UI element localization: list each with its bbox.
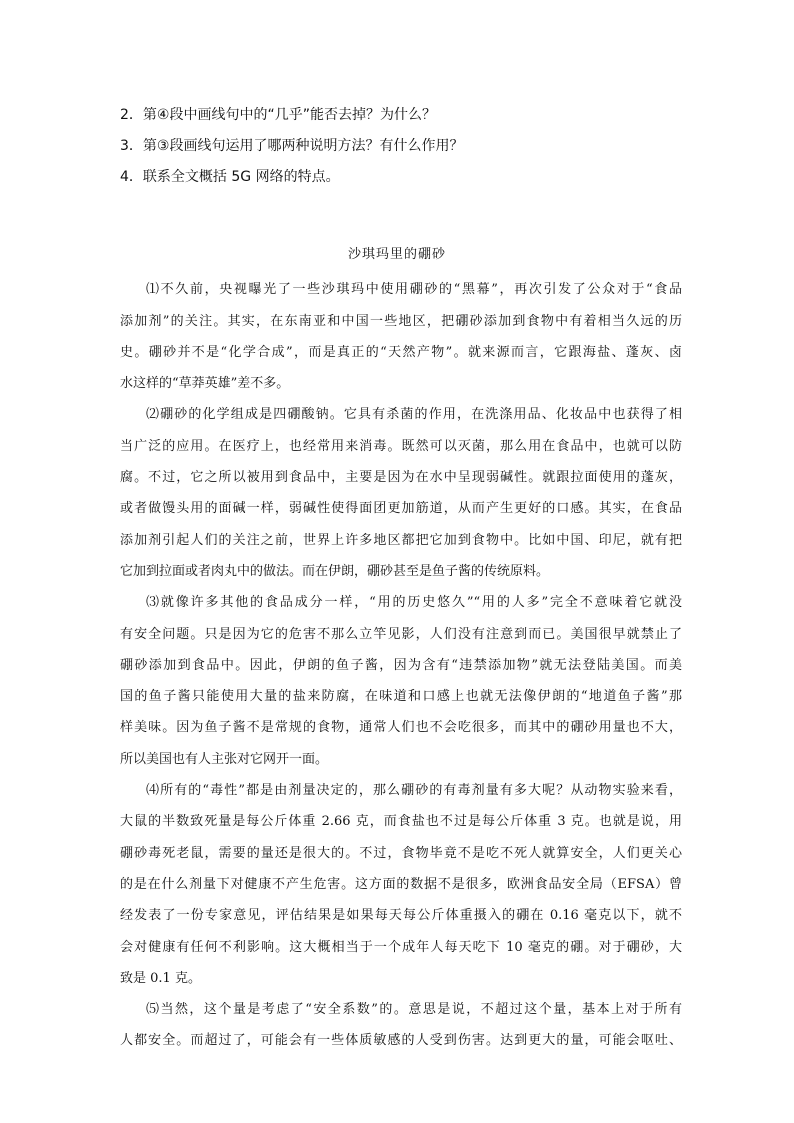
article-paragraph (120, 775, 682, 994)
paragraph-line: 添加剂”的关注。其实，在东南亚和中国一些地区，把硼砂添加到食物中有着相当久远的历 (120, 313, 682, 329)
article-paragraph (120, 587, 682, 775)
paragraph-line: ⑸当然，这个量是考虑了“安全系数”的。意思是说，不超过这个量，基本上对于所有 (146, 1002, 682, 1018)
paragraph-line: 的是在什么剂量下对健康不产生危害。这方面的数据不是很多，欧洲食品安全局（EFSA）曾 (120, 876, 682, 892)
paragraph-line: 所以美国也有人主张对它网开一面。 (120, 751, 329, 767)
question-item: 4．联系全文概括 5G 网络的特点。 (120, 169, 340, 185)
paragraph-line: 或者做馒头用的面碱一样，弱碱性使得面团更加筋道，从而产生更好的口感。其实，在食品 (120, 501, 682, 517)
paragraph-line: ⑵硼砂的化学组成是四硼酸钠。它具有杀菌的作用，在洗涤用品、化妆品中也获得了相 (146, 407, 682, 423)
paragraph-line: 致是 0.1 克。 (120, 970, 201, 986)
paragraph-line: 它加到拉面或者肉丸中的做法。而在伊朗，硼砂甚至是鱼子酱的传统原料。 (120, 563, 550, 579)
paragraph-line: 国的鱼子酱只能使用大量的盐来防腐，在味道和口感上也就无法像伊朗的“地道鱼子酱”那 (120, 689, 682, 705)
paragraph-line: ⑴不久前，央视曝光了一些沙琪玛中使用硼砂的“黑幕”，再次引发了公众对于“食品 (146, 282, 682, 298)
paragraph-line: 水这样的“草莽英雄”差不多。 (120, 376, 290, 392)
question-list (120, 100, 690, 193)
article-title: 沙琪玛里的硼砂 (347, 247, 446, 262)
article-paragraph (120, 399, 682, 587)
article-paragraph (120, 994, 682, 1057)
paragraph-line: 大鼠的半数致死量是每公斤体重 2.66 克，而食盐也不过是每公斤体重 3 克。也就是说，用 (120, 814, 682, 830)
title-spacer (120, 243, 682, 274)
paragraph-line: 会对健康有任何不利影响。这大概相当于一个成年人每天吃下 10 毫克的硼。对于硼砂，大 (120, 939, 682, 955)
question-item: 2．第④段中画线句中的“几乎”能否去掉？为什么？ (120, 107, 436, 123)
paragraph-line: 人都安全。而超过了，可能会有一些体质敏感的人受到伤害。达到更大的量，可能会呕吐、 (120, 1033, 682, 1049)
paragraph-line: 史。硼砂并不是“化学合成”，而是真正的“天然产物”。就来源而言，它跟海盐、蓬灰、卤 (120, 344, 682, 360)
paragraph-line: ⑷所有的“毒性”都是由剂量决定的，那么硼砂的有毒剂量有多大呢？从动物实验来看， (146, 783, 682, 799)
paragraph-line: 硼砂毒死老鼠，需要的量还是很大的。不过，食物毕竟不是吃不死人就算安全，人们更关心 (120, 845, 682, 861)
article-body (120, 243, 682, 1057)
paragraph-line: ⑶就像许多其他的食品成分一样，“用的历史悠久”“用的人多”完全不意味着它就没 (146, 595, 682, 611)
article-paragraph (120, 274, 682, 399)
paragraph-line: 添加剂引起人们的关注之前，世界上许多地区都把它加到食物中。比如中国、印尼，就有把 (120, 532, 682, 548)
paragraph-line: 有安全问题。只是因为它的危害不那么立竿见影，人们没有注意到而已。美国很早就禁止了 (120, 626, 682, 642)
question-item: 3．第③段画线句运用了哪两种说明方法？有什么作用？ (120, 138, 464, 154)
paragraph-line: 经发表了一份专家意见，评估结果是如果每天每公斤体重摄入的硼在 0.16 毫克以下，就不 (120, 908, 682, 924)
paragraph-line: 样美味。因为鱼子酱不是常规的食物，通常人们也不会吃很多，而其中的硼砂用量也不大， (120, 720, 682, 736)
paragraph-line: 当广泛的应用。在医疗上，也经常用来消毒。既然可以灭菌，那么用在食品中，也就可以防 (120, 438, 682, 454)
paragraph-line: 腐。不过，它之所以被用到食品中，主要是因为在水中呈现弱碱性。就跟拉面使用的蓬灰， (120, 470, 682, 486)
paragraph-line: 硼砂添加到食品中。因此，伊朗的鱼子酱，因为含有“违禁添加物”就无法登陆美国。而美 (120, 657, 682, 673)
